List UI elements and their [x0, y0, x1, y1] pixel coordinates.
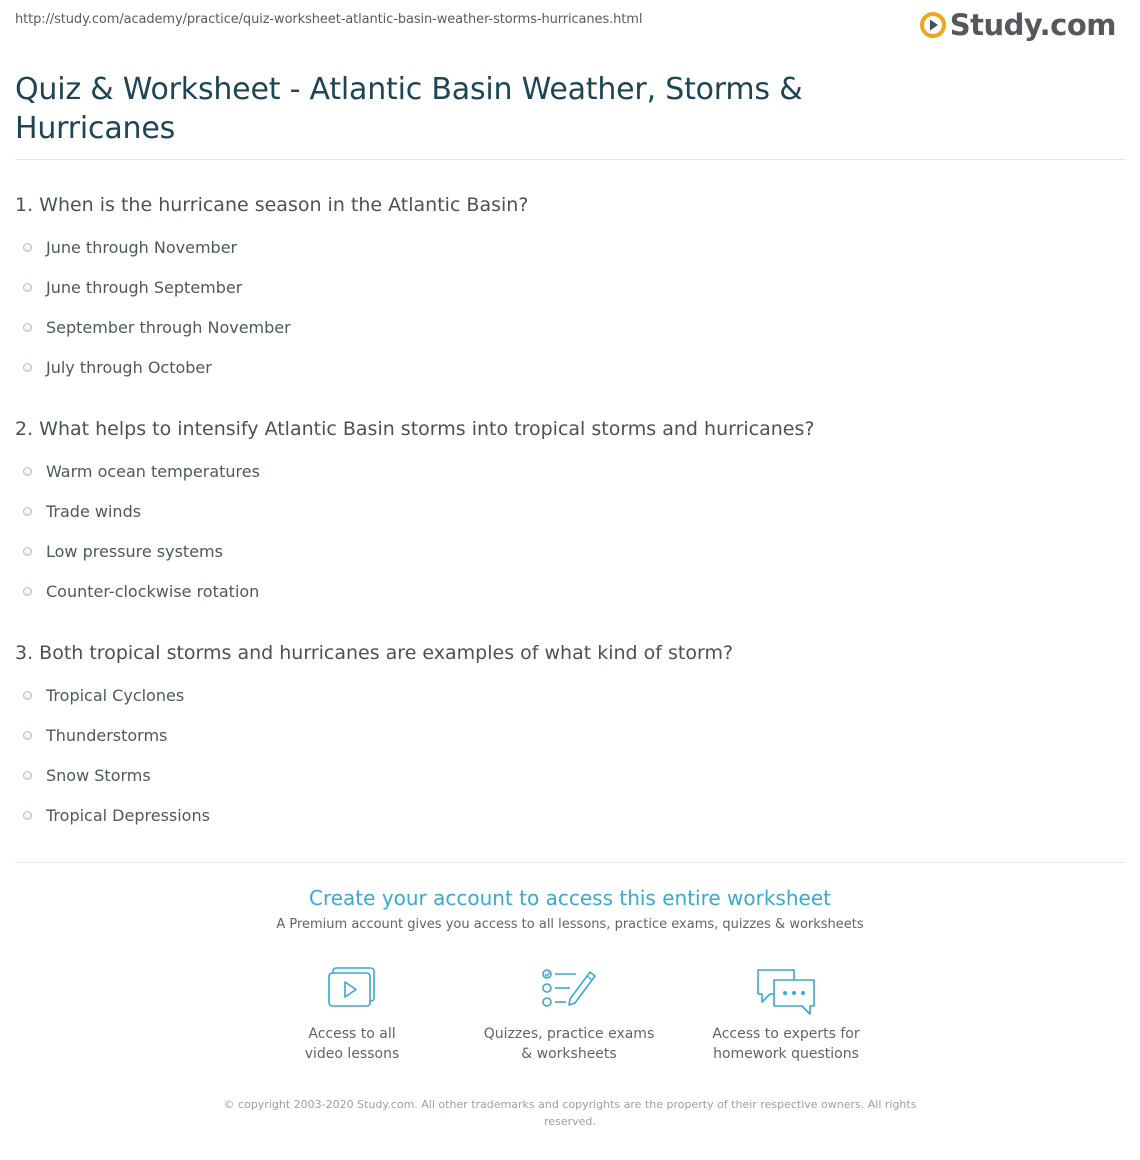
- chat-bubbles-icon: [754, 966, 818, 1016]
- radio-button[interactable]: [23, 771, 32, 780]
- question-3: 3. Both tropical storms and hurricanes are examples of what kind of storm?: [15, 642, 734, 664]
- answer-option[interactable]: [23, 276, 242, 298]
- study-logo[interactable]: [920, 6, 1116, 44]
- feature-experts: [686, 966, 886, 1064]
- answer-label: July through October: [46, 357, 212, 377]
- feature-quizzes: [469, 966, 669, 1064]
- answer-option[interactable]: [23, 724, 167, 746]
- feature-label: Access to experts for: [712, 1026, 860, 1042]
- feature-label: & worksheets: [521, 1046, 617, 1062]
- answer-option[interactable]: [23, 804, 210, 826]
- answer-option[interactable]: [23, 580, 259, 602]
- answer-label: June through November: [46, 237, 238, 257]
- radio-button[interactable]: [23, 587, 32, 596]
- premium-description: A Premium account gives you access to all lessons, practice exams, quizzes & worksheets: [276, 917, 864, 932]
- checklist-pencil-icon: [540, 966, 598, 1012]
- answer-label: Low pressure systems: [46, 541, 223, 561]
- answer-label: Snow Storms: [46, 765, 151, 785]
- answer-label: September through November: [46, 317, 291, 337]
- answer-label: Thunderstorms: [46, 725, 168, 745]
- video-lessons-icon: [326, 966, 378, 1012]
- radio-button[interactable]: [23, 731, 32, 740]
- answer-label: Trade winds: [46, 501, 142, 521]
- page-url: http://study.com/academy/practice/quiz-worksheet-atlantic-basin-weather-storms-hurricanes.html: [15, 12, 643, 27]
- answer-label: Tropical Depressions: [46, 805, 210, 825]
- answer-label: Warm ocean temperatures: [46, 461, 260, 481]
- feature-label: video lessons: [304, 1046, 400, 1062]
- question-2: 2. What helps to intensify Atlantic Basin storms into tropical storms and hurricanes?: [15, 418, 815, 440]
- radio-button[interactable]: [23, 507, 32, 516]
- question-1: 1. When is the hurricane season in the Atlantic Basin?: [15, 194, 529, 216]
- page-title: Quiz & Worksheet - Atlantic Basin Weather, Storms & Hurricanes: [15, 72, 803, 146]
- answer-option[interactable]: [23, 764, 151, 786]
- radio-button[interactable]: [23, 283, 32, 292]
- answer-label: Counter-clockwise rotation: [46, 581, 260, 601]
- answer-option[interactable]: [23, 316, 291, 338]
- answer-label: June through September: [46, 277, 243, 297]
- radio-button[interactable]: [23, 363, 32, 372]
- radio-button[interactable]: [23, 467, 32, 476]
- feature-label: Access to all: [308, 1026, 396, 1042]
- answer-option[interactable]: [23, 684, 184, 706]
- answer-label: Tropical Cyclones: [46, 685, 185, 705]
- answer-option[interactable]: [23, 540, 223, 562]
- radio-button[interactable]: [23, 811, 32, 820]
- create-account-link[interactable]: Create your account to access this entire worksheet: [309, 886, 831, 910]
- radio-button[interactable]: [23, 243, 32, 252]
- copyright-notice: © copyright 2003-2020 Study.com. All other trademarks and copyrights are the property of their respective owners. All rights reserved.: [223, 1098, 917, 1128]
- logo-text: Study.com: [949, 8, 1116, 42]
- answer-option[interactable]: [23, 236, 237, 258]
- answer-option[interactable]: [23, 500, 141, 522]
- answer-option[interactable]: [23, 356, 212, 378]
- feature-label: homework questions: [713, 1046, 859, 1062]
- feature-video-lessons: [252, 966, 452, 1064]
- play-circle-icon: [920, 12, 946, 38]
- title-divider: [15, 159, 1125, 160]
- answer-option[interactable]: [23, 460, 260, 482]
- radio-button[interactable]: [23, 547, 32, 556]
- questions-divider: [15, 862, 1125, 863]
- radio-button[interactable]: [23, 691, 32, 700]
- feature-label: Quizzes, practice exams: [483, 1026, 655, 1042]
- radio-button[interactable]: [23, 323, 32, 332]
